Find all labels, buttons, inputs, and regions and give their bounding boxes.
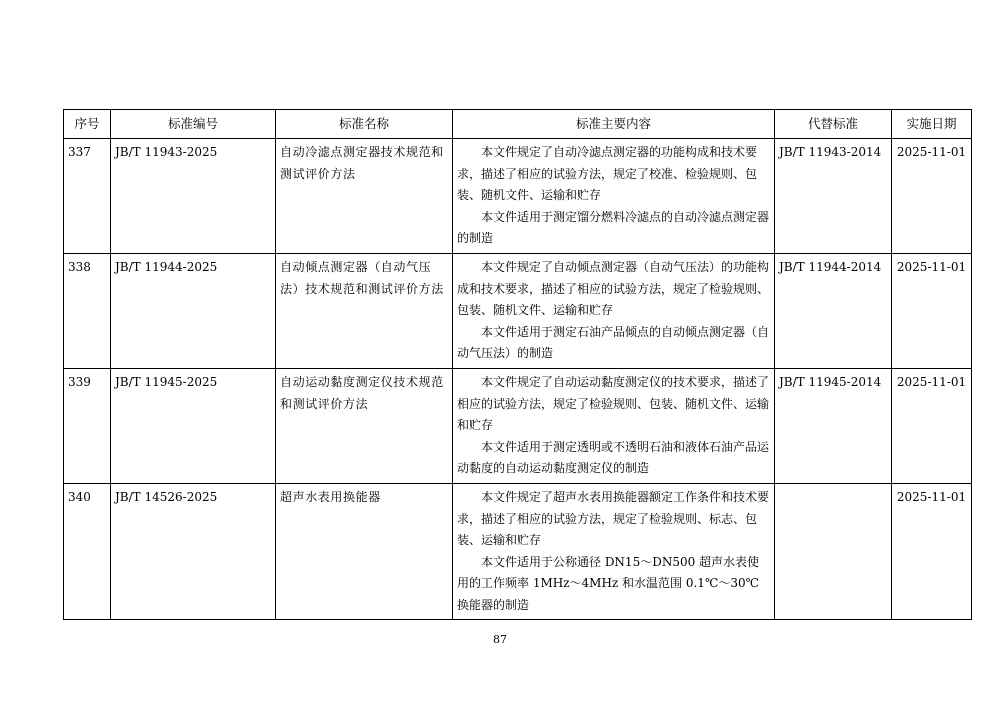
row-content	[453, 368, 775, 483]
content-paragraph: 本文件适用于公称通径 DN15～DN500 超声水表使用的工作频率 1MHz～4MHz 和水温范围 0.1℃～30℃换能器的制造	[457, 554, 760, 612]
row-replaces: JB/T 11943-2014	[775, 139, 892, 254]
table-row	[64, 139, 972, 254]
content-paragraph: 本文件规定了自动倾点测定器（自动气压法）的功能构成和技术要求，描述了相应的试验方法，规定了检验规则、包装、随机文件、运输和贮存	[457, 259, 770, 318]
header-name: 标准名称	[276, 110, 453, 139]
content-paragraph: 本文件适用于测定馏分燃料冷滤点的自动冷滤点测定器的制造	[457, 209, 770, 246]
row-date: 2025-11-01	[892, 483, 972, 620]
row-name: 自动运动黏度测定仪技术规范和测试评价方法	[276, 368, 453, 483]
header-content: 标准主要内容	[453, 110, 775, 139]
row-code: JB/T 11943-2025	[111, 139, 276, 254]
header-replaces: 代替标准	[775, 110, 892, 139]
header-date: 实施日期	[892, 110, 972, 139]
row-date: 2025-11-01	[892, 253, 972, 368]
row-name: 超声水表用换能器	[276, 483, 453, 620]
row-replaces: JB/T 11944-2014	[775, 253, 892, 368]
content-paragraph: 本文件规定了超声水表用换能器额定工作条件和技术要求，描述了相应的试验方法，规定了检验规则、标志、包装、运输和贮存	[457, 489, 770, 548]
table-row	[64, 483, 972, 620]
row-name: 自动倾点测定器（自动气压法）技术规范和测试评价方法	[276, 253, 453, 368]
row-replaces	[775, 483, 892, 620]
row-content	[453, 253, 775, 368]
row-no: 340	[64, 483, 111, 620]
content-paragraph: 本文件规定了自动冷滤点测定器的功能构成和技术要求，描述了相应的试验方法，规定了校准、检验规则、包装、随机文件、运输和贮存	[457, 145, 758, 203]
row-name: 自动冷滤点测定器技术规范和测试评价方法	[276, 139, 453, 254]
table-header-row	[64, 110, 972, 139]
table-row	[64, 368, 972, 483]
row-code: JB/T 11944-2025	[111, 253, 276, 368]
header-no: 序号	[64, 110, 111, 139]
standards-table	[63, 109, 972, 620]
row-date: 2025-11-01	[892, 368, 972, 483]
row-content	[453, 483, 775, 620]
header-code: 标准编号	[111, 110, 276, 139]
row-no: 338	[64, 253, 111, 368]
table-row	[64, 253, 972, 368]
content-paragraph: 本文件适用于测定石油产品倾点的自动倾点测定器（自动气压法）的制造	[457, 324, 770, 361]
content-paragraph: 本文件规定了自动运动黏度测定仪的技术要求，描述了相应的试验方法，规定了检验规则、包装、随机文件、运输和贮存	[457, 374, 770, 433]
row-no: 337	[64, 139, 111, 254]
row-no: 339	[64, 368, 111, 483]
row-code: JB/T 14526-2025	[111, 483, 276, 620]
row-code: JB/T 11945-2025	[111, 368, 276, 483]
row-replaces: JB/T 11945-2014	[775, 368, 892, 483]
row-date: 2025-11-01	[892, 139, 972, 254]
row-content	[453, 139, 775, 254]
page-number: 87	[493, 633, 507, 646]
content-paragraph: 本文件适用于测定透明或不透明石油和液体石油产品运动黏度的自动运动黏度测定仪的制造	[457, 439, 770, 476]
